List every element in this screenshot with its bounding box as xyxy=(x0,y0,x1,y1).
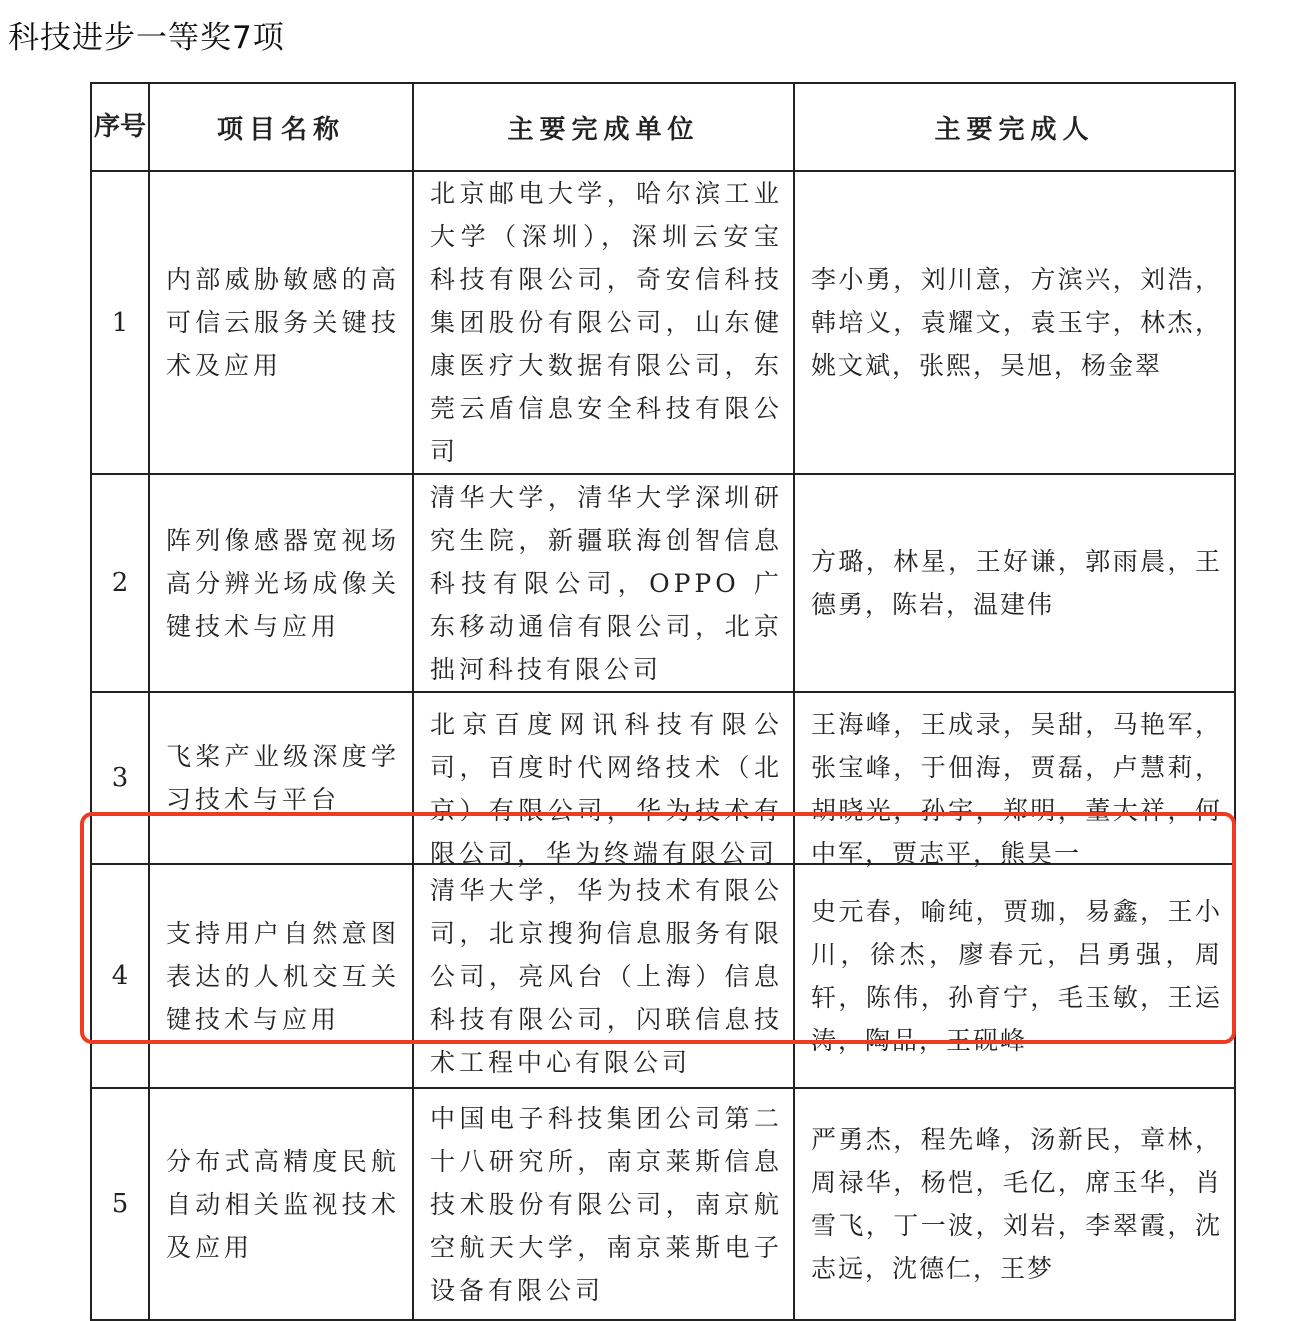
row-units-cell xyxy=(413,474,794,692)
row-people-cell xyxy=(794,1088,1235,1320)
awards-table xyxy=(90,82,1236,1321)
page-title: 科技进步一等奖7项 xyxy=(8,20,285,56)
row-people: 史元春，喻纯，贾珈，易鑫，王小川，徐杰，廖春元，吕勇强，周轩，陈伟，孙育宁，毛玉敏，王运涛，陶品，王砚峰 xyxy=(811,897,1222,1055)
row-index: 5 xyxy=(91,1088,149,1320)
row-units: 中国电子科技集团公司第二十八研究所，南京莱斯信息技术股份有限公司，南京航空航天大学，南京莱斯电子设备有限公司 xyxy=(430,1103,783,1305)
row-people-cell xyxy=(794,692,1235,868)
row-index: 4 xyxy=(91,864,149,1088)
header-units: 主要完成单位 xyxy=(413,83,794,171)
row-project-cell xyxy=(149,171,413,474)
header-people: 主要完成人 xyxy=(794,83,1235,171)
row-people-cell xyxy=(794,864,1235,1088)
row-units: 清华大学，清华大学深圳研究生院，新疆联海创智信息科技有限公司，OPPO 广东移动通信有限公司，北京拙河科技有限公司 xyxy=(430,482,783,684)
awards-table-container xyxy=(90,82,1236,1305)
row-project: 分布式高精度民航自动相关监视技术及应用 xyxy=(166,1146,400,1262)
row-units: 北京百度网讯科技有限公司，百度时代网络技术（北京）有限公司，华为技术有限公司，华为终端有限公司 xyxy=(430,710,783,868)
header-project: 项目名称 xyxy=(149,83,413,171)
row-project-cell xyxy=(149,1088,413,1320)
table-row xyxy=(91,171,1235,474)
row-project-cell xyxy=(149,864,413,1088)
row-project: 阵列像感器宽视场高分辨光场成像关键技术与应用 xyxy=(166,525,400,641)
row-people: 李小勇，刘川意，方滨兴，刘浩，韩培义，袁耀文，袁玉宇，林杰，姚文斌，张熙，吴旭，杨金翠 xyxy=(811,265,1222,380)
row-project-cell xyxy=(149,692,413,864)
table-row xyxy=(91,692,1235,864)
row-people-cell xyxy=(794,474,1235,692)
row-people: 王海峰，王成录，吴甜，马艳军，张宝峰，于佃海，贾磊，卢慧莉，胡晓光，孙宇，郑明，董大祥，何中军，贾志平，熊昊一 xyxy=(811,710,1222,868)
row-units-cell xyxy=(413,864,794,1088)
row-people-cell xyxy=(794,171,1235,474)
row-units-cell xyxy=(413,692,794,868)
table-row xyxy=(91,1088,1235,1320)
row-project: 内部威胁敏感的高可信云服务关键技术及应用 xyxy=(166,265,400,380)
row-index: 3 xyxy=(91,692,149,864)
row-people: 方璐，林星，王好谦，郭雨晨，王德勇，陈岩，温建伟 xyxy=(811,547,1222,619)
table-row xyxy=(91,474,1235,692)
row-project-cell xyxy=(149,474,413,692)
row-people: 严勇杰，程先峰，汤新民，章林，周禄华，杨恺，毛亿，席玉华，肖雪飞，丁一波，刘岩，李翠霞，沈志远，沈德仁，王梦 xyxy=(811,1125,1222,1283)
row-units-cell xyxy=(413,171,794,474)
header-index: 序号 xyxy=(91,83,149,171)
row-index: 2 xyxy=(91,474,149,692)
table-header-row xyxy=(91,83,1235,171)
row-units-cell xyxy=(413,1088,794,1320)
row-project: 支持用户自然意图表达的人机交互关键技术与应用 xyxy=(166,918,400,1034)
row-project: 飞桨产业级深度学习技术与平台 xyxy=(166,742,400,814)
row-units: 北京邮电大学，哈尔滨工业大学（深圳），深圳云安宝科技有限公司，奇安信科技集团股份有限公司，山东健康医疗大数据有限公司，东莞云盾信息安全科技有限公司 xyxy=(430,179,783,466)
row-units: 清华大学，华为技术有限公司，北京搜狗信息服务有限公司，亮风台（上海）信息科技有限公司，闪联信息技术工程中心有限公司 xyxy=(430,875,783,1077)
row-index: 1 xyxy=(91,171,149,474)
table-row-highlighted xyxy=(91,864,1235,1088)
